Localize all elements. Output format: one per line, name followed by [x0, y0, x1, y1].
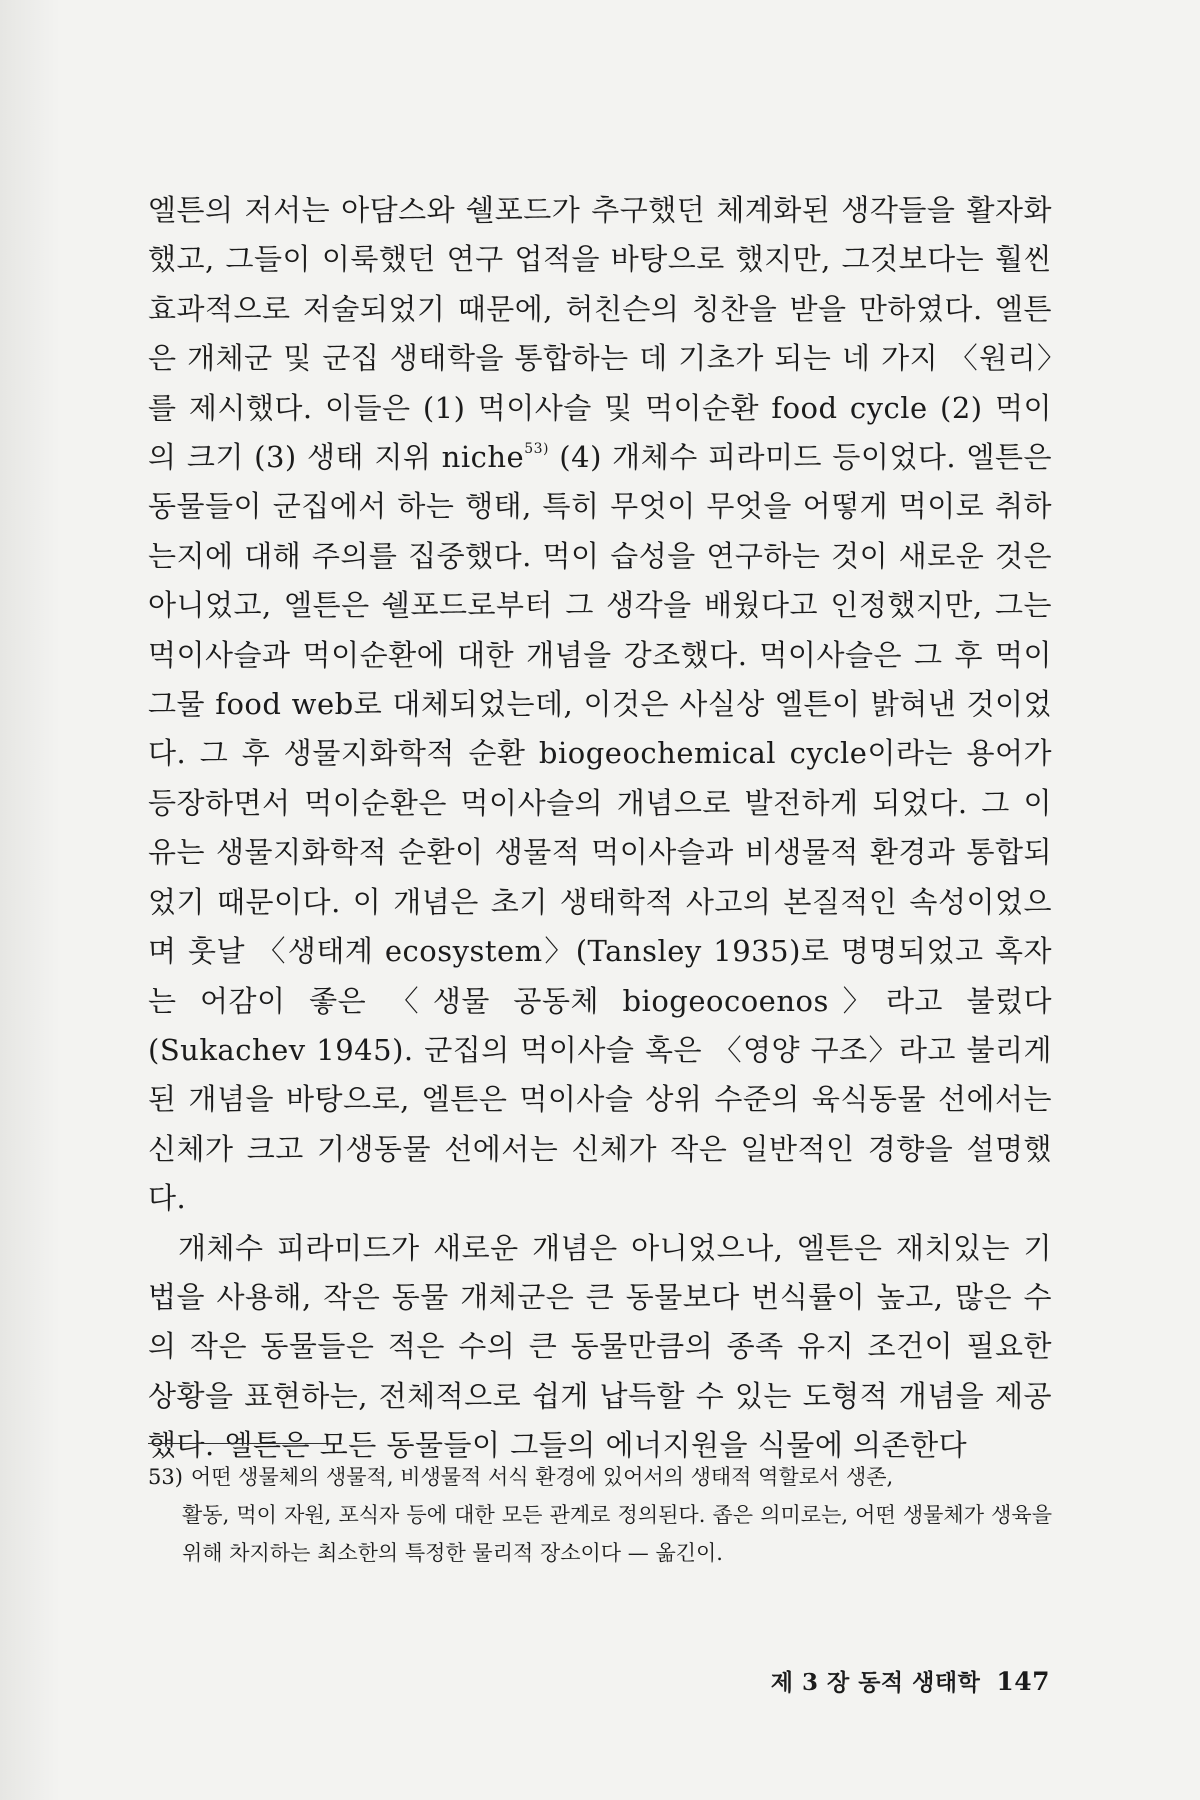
paragraph-1-continued: (4) 개체수 피라미드 등이었다. 엘튼은 동물들이 군집에서 하는 행태, 특히 무엇이 무엇을 어떻게 먹이로 취하는지에 대해 주의를 집중했다. 먹이 습성을 연구하는 것이 새로운 것은 아니었고, 엘튼은 쉘포드로부터 그 생각을 배웠다고 인정했지만, 그는 먹이사슬과 먹이순환에 대한 개념을 강조했다. 먹이사슬은 그 후 먹이그물 food web로 대체되었는데, 이것은 사실상 엘튼이 밝혀낸 것이었다. 그 후 생물지화학적 순환 biogeochemical cycle이라는 용어가 등장하면서 먹이순환은 먹이사슬의 개념으로 발전하게 되었다. 그 이유는 생물지화학적 순환이 생물적 먹이사슬과 비생물적 환경과 통합되었기 때문이다. 이 개념은 초기 생태학적 사고의 본질적인 속성이었으며 훗날 〈생태계 ecosystem〉(Tansley 1935)로 명명되었고 혹자는 어감이 좋은 〈생물 공동체 biogeocoenos〉라고 불렀다(Sukachev 1945). 군집의 먹이사슬 혹은 〈영양 구조〉라고 불리게 된 개념을 바탕으로, 엘튼은 먹이사슬 상위 수준의 육식동물 선에서는 신체가 크고 기생동물 선에서는 신체가 작은 일반적인 경향을 설명했다. [148, 440, 1052, 1216]
page-edge-shadow [0, 0, 60, 1800]
paragraph-1 [148, 186, 1052, 1224]
running-footer [771, 1664, 1050, 1697]
main-body-text [148, 186, 1052, 1471]
footnote-53 [148, 1458, 1052, 1572]
footnote-continued: 활동, 먹이 자원, 포식자 등에 대한 모든 관계로 정의된다. 좁은 의미로는, 어떤 생물체가 생육을 위해 차지하는 최소한의 특정한 물리적 장소이다 — 옮긴이. [182, 1503, 1052, 1565]
footnote-number: 53) [148, 1465, 183, 1489]
chapter-title: 제 3 장 동적 생태학 [770, 1669, 981, 1696]
footnote-divider [148, 1443, 336, 1444]
paragraph-2: 개체수 피라미드가 새로운 개념은 아니었으나, 엘튼은 재치있는 기법을 사용해, 작은 동물 개체군은 큰 동물보다 번식률이 높고, 많은 수의 작은 동물들은 적은 수의 큰 동물만큼의 종족 유지 조건이 필요한 상황을 표현하는, 전체적으로 쉽게 납득할 수 있는 도형적 개념을 제공했다. 엘튼은 모든 동물들이 그들의 에너지원을 식물에 의존한다 [148, 1230, 1052, 1463]
footnote-reference: 53) [524, 441, 549, 458]
page-number: 147 [996, 1667, 1050, 1696]
footnote-line-1: 어떤 생물체의 생물적, 비생물적 서식 환경에 있어서의 생태적 역할로서 생존, [190, 1465, 894, 1489]
paragraph-1-text: 엘튼의 저서는 아담스와 쉘포드가 추구했던 체계화된 생각들을 활자화했고, 그들이 이룩했던 연구 업적을 바탕으로 했지만, 그것보다는 훨씬 효과적으로 저술되었기 때문에, 허친슨의 칭찬을 받을 만하였다. 엘튼은 개체군 및 군집 생태학을 통합하는 데 기초가 되는 네 가지 〈원리〉를 제시했다. 이들은 (1) 먹이사슬 및 먹이순환 food cycle (2) 먹이의 크기 (3) 생태 지위 niche [148, 193, 1052, 475]
